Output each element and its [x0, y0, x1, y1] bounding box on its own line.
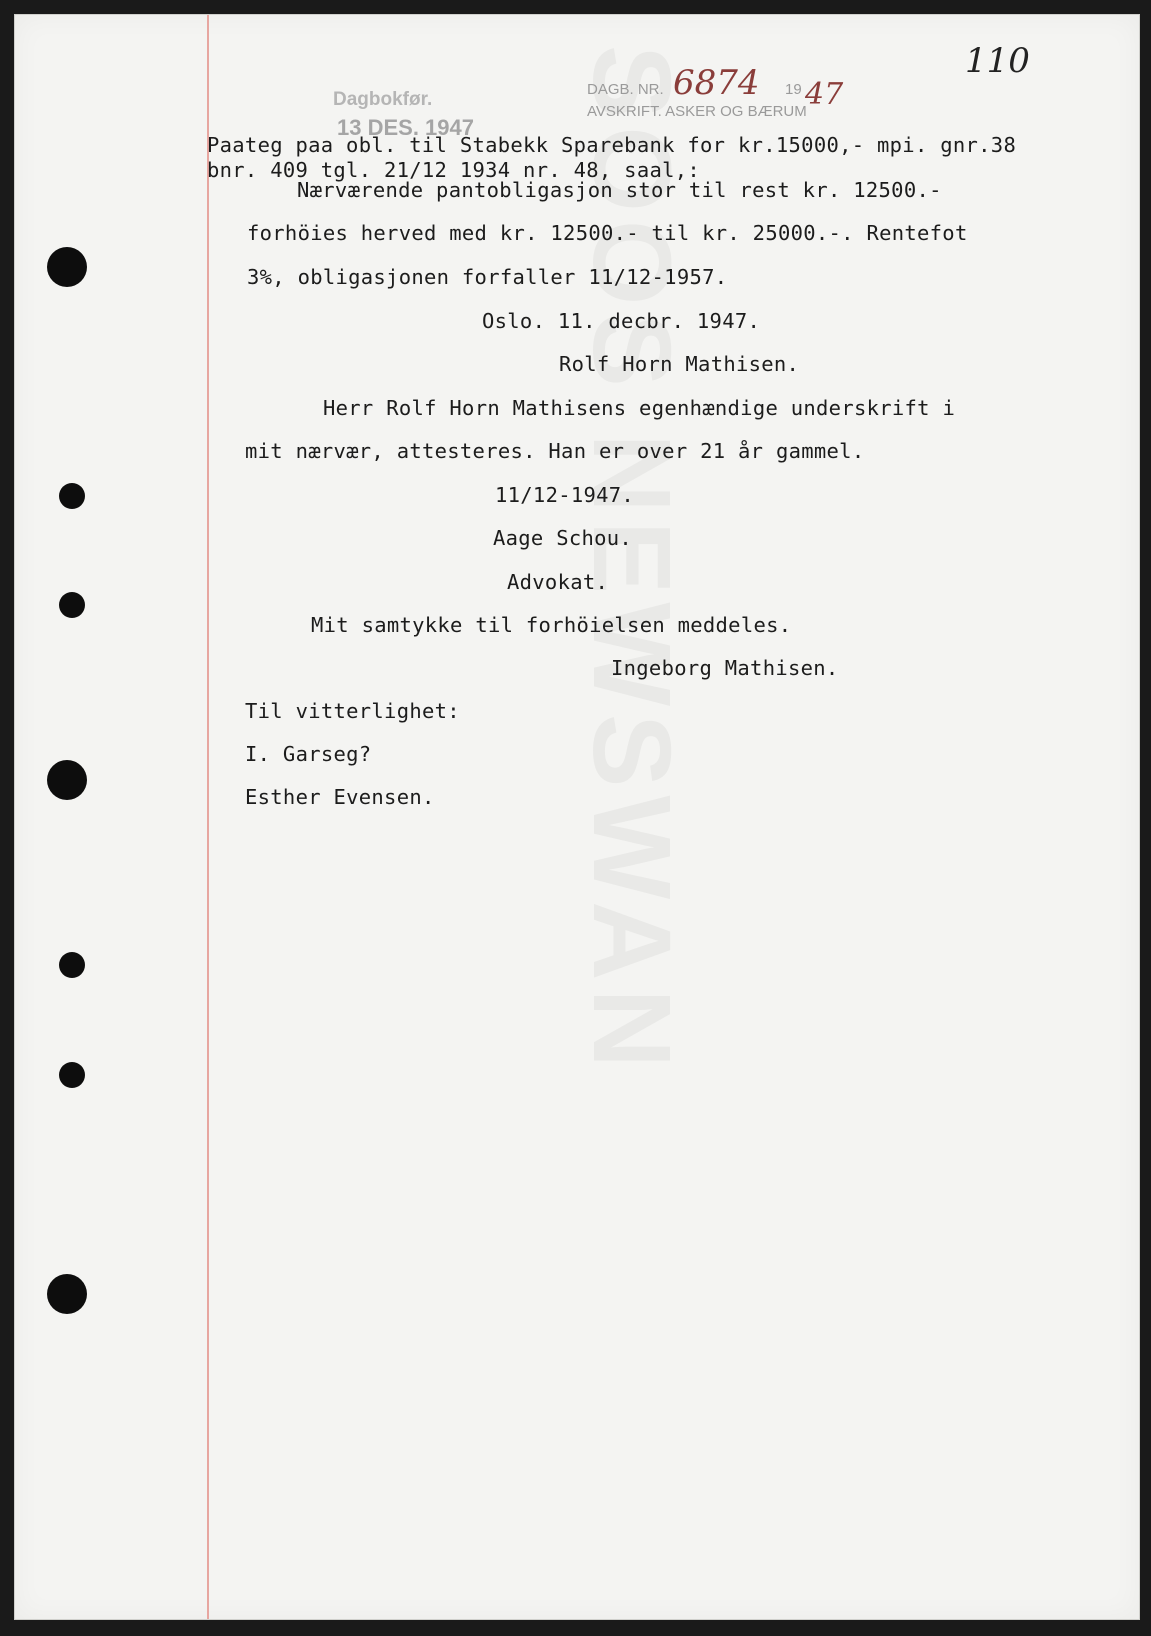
text-line: mit nærvær, attesteres. Han er over 21 år gammel. [245, 439, 865, 463]
margin-rule [207, 15, 209, 1619]
text-line: 3%, obligasjonen forfaller 11/12-1957. [247, 265, 728, 289]
dagbok-stamp: Dagbokfør. [333, 89, 433, 110]
punch-hole-icon [59, 483, 85, 509]
document-page [14, 14, 1140, 1620]
punch-hole-icon [59, 592, 85, 618]
page-number: 110 [965, 41, 1030, 81]
text-line: 11/12-1947. [495, 483, 635, 507]
journal-year: 47 [805, 77, 844, 112]
text-line: Advokat. [507, 570, 609, 594]
text-line: Paateg paa obl. til Stabekk Sparebank for kr.15000,- mpi. gnr.38 [207, 133, 1017, 157]
text-line: I. Garseg? [245, 742, 372, 766]
dagb-nr-year-prefix: 19 [785, 81, 802, 98]
text-line: Mit samtykke til forhöielsen meddeles. [311, 613, 792, 637]
journal-number: 6874 [673, 63, 760, 103]
text-line: forhöies herved med kr. 12500.- til kr. 25000.-. Rentefot [247, 221, 968, 245]
text-line: Herr Rolf Horn Mathisens egenhændige underskrift i [323, 396, 956, 420]
text-line: Esther Evensen. [245, 785, 435, 809]
avskrift-stamp: AVSKRIFT. ASKER OG BÆRUM [587, 103, 807, 120]
dagb-nr-label: DAGB. NR. [587, 81, 664, 98]
text-line: Ingeborg Mathisen. [611, 656, 839, 680]
text-line: Rolf Horn Mathisen. [559, 352, 800, 376]
text-line: Oslo. 11. decbr. 1947. [482, 309, 761, 333]
punch-hole-icon [47, 247, 87, 287]
punch-hole-icon [59, 1062, 85, 1088]
text-line: bnr. 409 tgl. 21/12 1934 nr. 48, saal,: [207, 158, 701, 182]
date-stamp: 13 DES. 1947 [337, 115, 474, 140]
punch-hole-icon [47, 1274, 87, 1314]
punch-hole-icon [47, 760, 87, 800]
text-line: Aage Schou. [493, 526, 633, 550]
text-line: Nærværende pantobligasjon stor til rest kr. 12500.- [297, 178, 942, 202]
punch-hole-icon [59, 952, 85, 978]
text-line: Til vitterlighet: [245, 699, 460, 723]
